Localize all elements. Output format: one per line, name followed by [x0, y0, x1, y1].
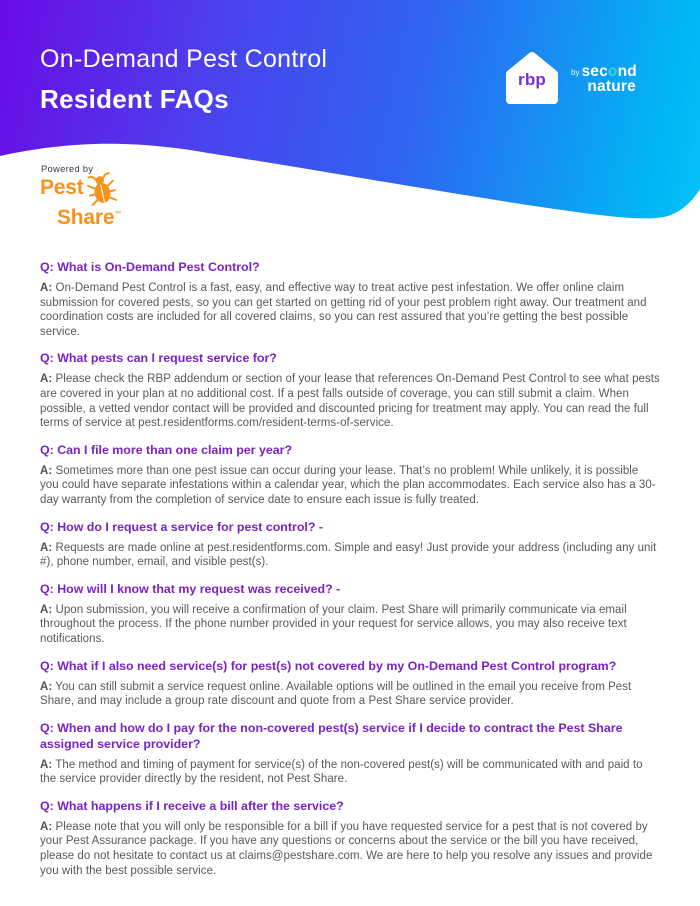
pest-share-logo: [40, 164, 121, 227]
second-seg1: sec: [581, 62, 608, 80]
share-word: [57, 205, 121, 227]
answer-prefix: A:: [40, 464, 53, 477]
answer-text: Upon submission, you will receive a confirmation of your claim. Pest Share will primarily communicate via email throughout the process. If the phone number provided in your request for service allows, you may also receive text notifications.: [40, 603, 627, 645]
answer-text: You can still submit a service request online. Available options will be outlined in the email you receive from Pest Share, and may include a group rate discount and quote from a Pest Share service provider.: [40, 680, 632, 708]
answer-prefix: A:: [40, 373, 53, 386]
faq-question: Q: What is On-Demand Pest Control?: [40, 260, 260, 274]
faq-item-2: [40, 350, 660, 430]
faq-question: Q: Can I file more than one claim per year?: [40, 442, 293, 457]
faq-answer: [40, 820, 660, 878]
answer-prefix: A:: [40, 541, 53, 554]
answer-prefix: A:: [40, 603, 53, 616]
pest-share-row: [40, 178, 121, 205]
faq-item-1: [40, 259, 660, 339]
faq-question: Q: What pests can I request service for?: [40, 351, 277, 366]
rbp-abbr-text: rbp: [518, 70, 546, 89]
faq-question: Q: How will I know that my request was received? -: [40, 581, 341, 596]
faq-answer: [40, 281, 660, 339]
faq-answer: [40, 758, 660, 787]
bug-icon: [84, 170, 117, 208]
faq-item-3: [40, 442, 660, 508]
answer-prefix: A:: [40, 820, 53, 833]
faq-item-6: [40, 658, 660, 709]
pest-word: Pest: [40, 176, 84, 199]
answer-text: Requests are made online at pest.residentforms.com. Simple and easy! Just provide your address (including any unit #), phone number, email, and visible pest(s).: [40, 541, 657, 569]
faq-question: Q: What happens if I receive a bill after the service?: [40, 798, 344, 813]
faq-answer: [40, 464, 660, 508]
answer-prefix: A:: [40, 680, 53, 693]
faq-answer: [40, 372, 660, 430]
answer-prefix: A:: [40, 758, 53, 771]
nature-word: nature: [587, 77, 636, 95]
answer-text: On-Demand Pest Control is a fast, easy, and effective way to treat active pest infestation. We offer online claim submission for covered pests, so you can get started on getting rid of your pest problem right away. Our treatment and coordination costs are included for all covered claims, so you can rest assured that you’re getting the best possible service.: [40, 282, 647, 338]
faq-content: [0, 240, 700, 878]
page-subtitle: Resident FAQs: [40, 84, 229, 114]
answer-text: Please check the RBP addendum or section of your lease that references On-Demand Pest Control to see what pests are covered in your plan at no additional cost. If a pest falls outside of coverage, you can still submit a claim. When possible, a vetted vendor contact will be provided and discounted pricing for treatment may apply. You can read the full terms of service at pest.residentforms.com/resident-terms-of-service.: [40, 373, 660, 430]
answer-text: The method and timing of payment for service(s) of the non-covered pest(s) will be communicated with and paid to the service provider directly by the resident, not Pest Share.: [40, 758, 643, 786]
faq-answer: [40, 680, 660, 709]
trademark-symbol: ™: [114, 211, 122, 218]
faq-question: Q: What if I also need service(s) for pest(s) not covered by my On-Demand Pest Control program?: [40, 658, 617, 673]
answer-text: Please note that you will only be responsible for a bill if you have requested service for a pest that is not covered by your Pest Assurance package. If you have any questions or concerns about the service or the bill you have received, please do not hesitate to contact us at claims@pestshare.com. We are here to help you resolve any issues and provide you with the best possible service.: [40, 820, 653, 877]
faq-question: Q: When and how do I pay for the non-covered pest(s) service if I decide to contract the Pest Share assigned service provider?: [40, 720, 623, 751]
page-title: On-Demand Pest Control: [40, 45, 328, 73]
answer-text: Sometimes more than one pest issue can occur during your lease. That’s no problem! While unlikely, it is possible you could have separate infestations within a calendar year, which the plan accommodates. Each service also has a 30-day warranty from the completion of service date to ensure each issue is fully treated.: [40, 464, 656, 506]
answer-prefix: A:: [40, 282, 53, 294]
share-text: Share: [57, 206, 115, 229]
second-teal-o: o: [607, 62, 618, 80]
faq-answer: [40, 603, 660, 647]
faq-item-4: [40, 519, 660, 570]
second-seg2: nd: [617, 62, 637, 80]
powered-by-label: Powered by: [41, 164, 94, 175]
faq-answer: [40, 541, 660, 570]
faq-item-5: [40, 581, 660, 647]
faq-item-7: [40, 720, 660, 787]
faq-question: Q: How do I request a service for pest control? -: [40, 519, 323, 534]
faq-item-8: [40, 798, 660, 878]
by-label: by: [571, 67, 580, 77]
